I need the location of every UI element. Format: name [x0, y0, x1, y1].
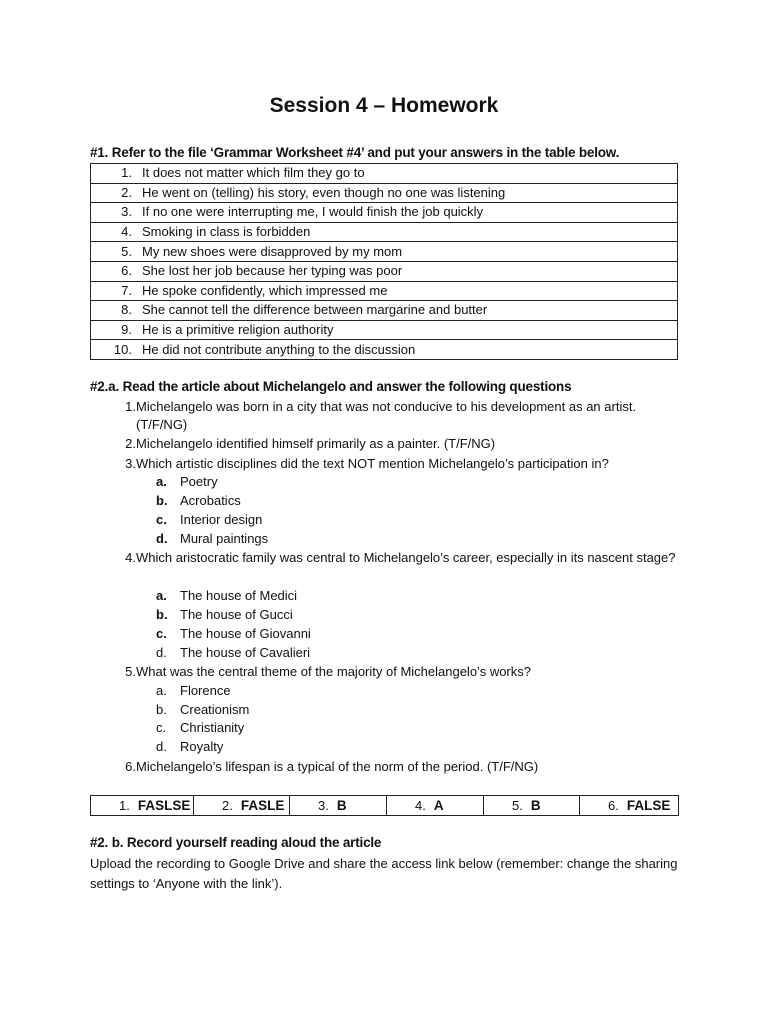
answer-value: FALSE: [626, 797, 671, 813]
option-item: [156, 701, 249, 719]
answer-number: 1.: [119, 797, 130, 813]
option-item: [156, 682, 231, 700]
row-text: He is a primitive religion authority: [142, 322, 334, 338]
answer-cell[interactable]: [290, 796, 387, 816]
option-letter: c.: [156, 626, 167, 641]
option-text: Christianity: [180, 720, 245, 735]
answer-cell[interactable]: [91, 281, 678, 301]
answer-value: A: [433, 797, 444, 813]
question-text: Which artistic disciplines did the text NOT mention Michelangelo’s participation in?: [136, 456, 609, 471]
answer-cell[interactable]: [91, 164, 678, 184]
option-text: Royalty: [180, 739, 224, 754]
answer-cell[interactable]: [91, 340, 678, 360]
option-text: Creationism: [180, 702, 250, 717]
row-text: He spoke confidently, which impressed me: [142, 282, 388, 298]
question-text: What was the central theme of the majority of Michelangelo’s works?: [136, 664, 531, 679]
table-row: [91, 242, 678, 262]
question-text: Michelangelo was born in a city that was not conducive to his development as an artist. (T/F/NG): [136, 399, 637, 432]
table-row: [91, 340, 678, 360]
option-item: [156, 587, 297, 605]
row-number: 6.: [121, 263, 132, 279]
page-title: Session 4 – Homework: [269, 94, 499, 117]
answer-number: 5.: [512, 797, 523, 813]
option-text: Poetry: [180, 474, 218, 489]
question-1: [112, 398, 682, 434]
option-letter: c.: [156, 512, 167, 527]
answer-cell[interactable]: [91, 261, 678, 281]
row-number: 3.: [121, 204, 132, 220]
table-row: [91, 320, 678, 340]
answer-cell[interactable]: [91, 320, 678, 340]
answer-value: FASLSE: [137, 797, 191, 813]
section-2a-heading: #2.a. Read the article about Michelangelo and answer the following questions: [90, 379, 572, 394]
answer-value: B: [336, 797, 347, 813]
question-2: [112, 435, 682, 453]
table-row: [91, 281, 678, 301]
answer-number: 4.: [415, 797, 426, 813]
option-text: Mural paintings: [180, 531, 269, 546]
table-row: [91, 183, 678, 203]
answer-value: FASLE: [240, 797, 285, 813]
question-text: Michelangelo identified himself primarily as a painter. (T/F/NG): [136, 436, 496, 451]
question-number: 1.: [125, 399, 136, 414]
question-3: [112, 455, 682, 473]
question-6: [112, 758, 682, 776]
row-number: 2.: [121, 184, 132, 200]
section-2b-heading: #2. b. Record yourself reading aloud the article: [90, 835, 382, 850]
row-number: 1.: [121, 165, 132, 181]
option-letter: d.: [156, 739, 167, 754]
option-item: [156, 738, 223, 756]
question-text: Michelangelo’s lifespan is a typical of the norm of the period. (T/F/NG): [136, 759, 539, 774]
section-1-heading: #1. Refer to the file ‘Grammar Worksheet #4’ and put your answers in the table below.: [90, 145, 620, 160]
row-number: 8.: [121, 302, 132, 318]
table-row: [91, 222, 678, 242]
question-number: 5.: [125, 664, 136, 679]
question-number: 2.: [125, 436, 136, 451]
answer-number: 3.: [318, 797, 329, 813]
table-row: [91, 796, 679, 816]
row-text: He went on (telling) his story, even though no one was listening: [142, 184, 506, 200]
grammar-answers-table: [90, 163, 678, 360]
option-letter: a.: [156, 683, 167, 698]
row-text: She cannot tell the difference between margarine and butter: [142, 302, 488, 318]
question-number: 3.: [125, 456, 136, 471]
option-item: [156, 511, 262, 529]
option-text: Florence: [180, 683, 231, 698]
option-item: [156, 530, 268, 548]
table-row: [91, 261, 678, 281]
table-row: [91, 164, 678, 184]
answer-value: B: [530, 797, 541, 813]
answer-cell[interactable]: [387, 796, 484, 816]
answer-cell[interactable]: [91, 203, 678, 223]
answer-cell[interactable]: [91, 222, 678, 242]
option-item: [156, 625, 311, 643]
option-item: [156, 644, 310, 662]
section-2b-instructions: Upload the recording to Google Drive and share the access link below (remember: change the sharing settings to ‘Anyone with the link’).: [90, 856, 678, 891]
option-item: [156, 719, 244, 737]
answer-cell[interactable]: [91, 796, 194, 816]
option-text: Acrobatics: [180, 493, 241, 508]
row-text: It does not matter which film they go to: [142, 165, 365, 181]
option-text: The house of Medici: [180, 588, 298, 603]
answer-cell[interactable]: [194, 796, 290, 816]
row-number: 4.: [121, 224, 132, 240]
option-letter: d.: [156, 645, 167, 660]
row-number: 7.: [121, 282, 132, 298]
row-text: He did not contribute anything to the discussion: [142, 341, 416, 357]
option-letter: d.: [156, 531, 168, 546]
option-letter: c.: [156, 720, 167, 735]
question-text: Which aristocratic family was central to Michelangelo’s career, especially in its nascent stage?: [136, 550, 676, 565]
option-letter: b.: [156, 493, 168, 508]
option-text: The house of Giovanni: [180, 626, 311, 641]
row-number: 10.: [113, 341, 132, 357]
question-5: [112, 663, 682, 681]
answer-cell[interactable]: [91, 183, 678, 203]
michelangelo-answers-table: [90, 795, 679, 816]
question-number: 4.: [125, 550, 136, 565]
row-text: Smoking in class is forbidden: [142, 224, 311, 240]
row-text: If no one were interrupting me, I would finish the job quickly: [142, 204, 484, 220]
option-item: [156, 606, 293, 624]
answer-cell[interactable]: [580, 796, 679, 816]
option-text: Interior design: [180, 512, 263, 527]
answer-cell[interactable]: [484, 796, 580, 816]
option-letter: a.: [156, 588, 167, 603]
answer-number: 6.: [608, 797, 619, 813]
table-row: [91, 203, 678, 223]
table-row: [91, 301, 678, 321]
option-item: [156, 473, 218, 491]
question-number: 6.: [125, 759, 136, 774]
option-item: [156, 492, 241, 510]
row-number: 9.: [121, 322, 132, 338]
answer-cell[interactable]: [91, 242, 678, 262]
row-text: She lost her job because her typing was poor: [142, 263, 403, 279]
answer-number: 2.: [222, 797, 233, 813]
option-letter: a.: [156, 474, 167, 489]
option-letter: b.: [156, 702, 167, 717]
option-text: The house of Gucci: [180, 607, 293, 622]
option-text: The house of Cavalieri: [180, 645, 311, 660]
option-letter: b.: [156, 607, 168, 622]
answer-cell[interactable]: [91, 301, 678, 321]
row-text: My new shoes were disapproved by my mom: [142, 243, 403, 259]
question-4: [112, 549, 682, 585]
row-number: 5.: [121, 243, 132, 259]
